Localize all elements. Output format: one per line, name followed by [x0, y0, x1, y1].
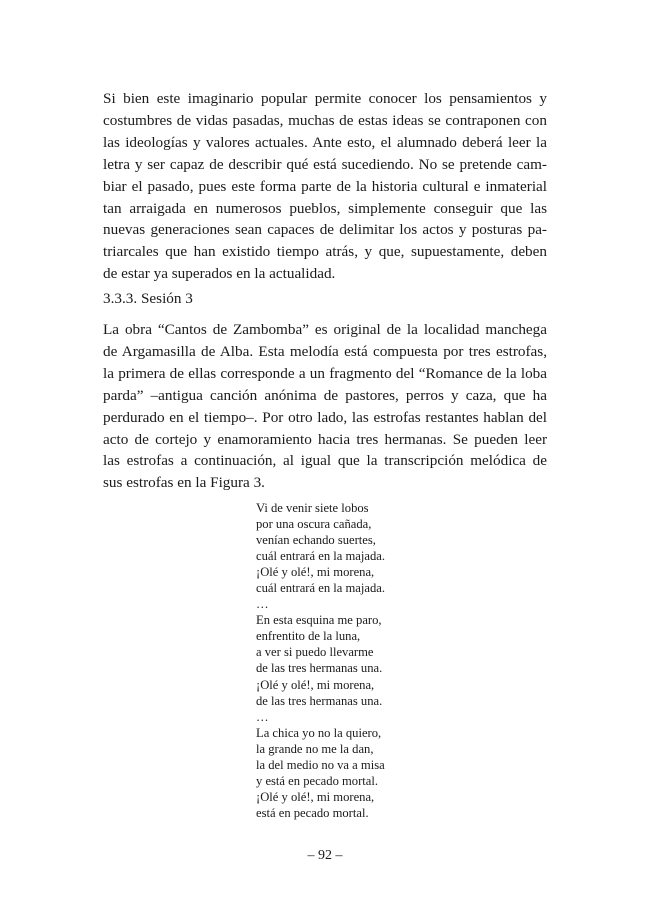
poem-line: de las tres hermanas una. — [256, 661, 383, 676]
paragraph-line: La obra “Cantos de Zambomba” es original de la localidad manchega — [103, 321, 547, 338]
poem-line: a ver si puedo llevarme — [256, 645, 374, 660]
poem-stanzas — [256, 500, 385, 821]
paragraph-line: las estrofas a continuación, al igual que la transcripción melódica de — [103, 452, 547, 470]
poem-line: cuál entrará en la majada. — [256, 549, 386, 564]
poem-line: por una oscura cañada, — [256, 517, 372, 532]
paragraph-line: letra y ser capaz de describir qué está sucediendo. No se pretende cam- — [103, 155, 547, 173]
poem-line: ¡Olé y olé!, mi morena, — [256, 677, 375, 692]
poem-line: La chica yo no la quiero, — [256, 725, 382, 740]
poem-line: enfrentito de la luna, — [256, 629, 361, 644]
paragraph-line: biar el pasado, pues este forma parte de la historia cultural e inmaterial — [103, 177, 547, 195]
paragraph-line: nuevas generaciones sean capaces de delimitar los actos y posturas pa- — [103, 221, 547, 239]
poem-line: está en pecado mortal. — [256, 805, 369, 820]
paragraph-line: las ideologías y valores actuales. Ante esto, el alumnado deberá leer la — [103, 133, 547, 151]
poem-line: y está en pecado mortal. — [256, 773, 379, 788]
poem-line: En esta esquina me paro, — [256, 613, 382, 628]
poem-line: ¡Olé y olé!, mi morena, — [256, 565, 375, 580]
paragraph-line: de estar ya superados en la actualidad. — [103, 265, 336, 283]
poem-line: la del medio no va a misa — [256, 757, 385, 772]
paragraph-line: acto de cortejo y enamoramiento hacia tres hermanas. Se pueden leer — [103, 430, 547, 448]
poem-line: la grande no me la dan, — [256, 741, 374, 756]
poem-ellipsis: … — [256, 709, 269, 724]
section-heading: 3.3.3. Sesión 3 — [103, 290, 193, 307]
paragraph-line: triarcales que han existido tiempo atrás, y que, supuestamente, deben — [103, 243, 547, 261]
page-number: – 92 – — [307, 848, 343, 863]
poem-line: Vi de venir siete lobos — [256, 501, 369, 515]
body-paragraph — [103, 319, 547, 494]
paragraph-line: perdurado en el tiempo–. Por otro lado, las estrofas restantes hablan del — [103, 408, 547, 426]
poem-line: de las tres hermanas una. — [256, 693, 383, 708]
poem-line: ¡Olé y olé!, mi morena, — [256, 789, 375, 804]
paragraph-line: sus estrofas en la Figura 3. — [103, 474, 265, 492]
poem-ellipsis: … — [256, 597, 269, 612]
paragraph-line: parda” –antigua canción anónima de pastores, perros y caza, que ha — [103, 386, 547, 404]
paragraph-line: costumbres de vidas pasadas, muchas de estas ideas se contraponen con — [103, 111, 547, 129]
paragraph-line: tan arraigada en numerosos pueblos, simplemente conseguir que las — [103, 199, 547, 217]
paragraph-line: Si bien este imaginario popular permite conocer los pensamientos y — [103, 90, 547, 107]
poem-line: cuál entrará en la majada. — [256, 581, 386, 596]
paragraph-line: de Argamasilla de Alba. Esta melodía está compuesta por tres estrofas, — [103, 342, 547, 360]
paragraph-line: la primera de ellas corresponde a un fragmento del “Romance de la loba — [103, 364, 547, 382]
poem-line: venían echando suertes, — [256, 533, 376, 548]
body-paragraph — [103, 88, 547, 285]
